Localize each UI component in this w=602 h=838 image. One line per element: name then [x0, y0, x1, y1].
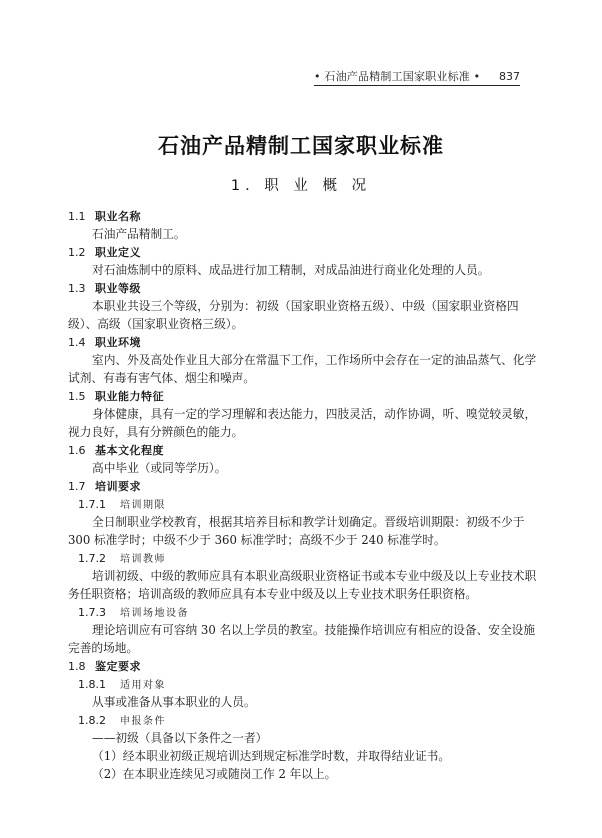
- subsection-1-7-heading: [68, 478, 141, 495]
- subsection-1-1-heading: [68, 208, 141, 225]
- subsection-1-8-1-heading: [78, 676, 166, 693]
- header-rule: [314, 85, 520, 86]
- paragraph-1-7-1-line-2: 300 标准学时；中级不少于 360 标准学时；高级不少于 240 标准学时。: [68, 533, 446, 547]
- paragraph-1-4-line-2: 试剂、有毒有害气体、烟尘和噪声。: [68, 371, 256, 385]
- subsection-1-8-2-heading: [78, 712, 166, 729]
- paragraph-1-3-line-1: 本职业共设三个等级，分别为：初级（国家职业资格五级）、中级（国家职业资格四: [92, 299, 519, 313]
- subsection-1-6-heading: [68, 442, 164, 459]
- subsection-title: 培训教师: [120, 554, 166, 565]
- subsection-1-7-2-heading: [78, 550, 166, 567]
- subsection-number: 1.8: [68, 660, 86, 673]
- condition-item-1: （1）经本职业初级正规培训达到规定标准学时数，并取得结业证书。: [92, 749, 451, 763]
- subsection-title: 职业定义: [95, 246, 141, 259]
- document-title: 石油产品精制工国家职业标准: [158, 133, 444, 158]
- subsection-title: 职业能力特征: [95, 390, 164, 403]
- subsection-title: 鉴定要求: [95, 660, 141, 673]
- section-heading: 1. 职 业 概 况: [230, 178, 372, 194]
- subsection-1-5-heading: [68, 388, 164, 405]
- page-number: 837: [499, 69, 520, 83]
- subsection-1-8-heading: [68, 658, 141, 675]
- subsection-number: 1.3: [68, 282, 86, 295]
- subsection-number: 1.7.3: [78, 606, 106, 619]
- subsection-1-4-heading: [68, 334, 141, 351]
- subsection-1-2-heading: [68, 244, 141, 261]
- subsection-number: 1.2: [68, 246, 86, 259]
- paragraph-1-8-1: 从事或准备从事本职业的人员。: [92, 695, 256, 709]
- subsection-number: 1.8.2: [78, 714, 106, 727]
- paragraph-1-4-line-1: 室内、外及高处作业且大部分在常温下工作，工作场所中会存在一定的油品蒸气、化学: [92, 353, 537, 367]
- subsection-number: 1.8.1: [78, 678, 106, 691]
- condition-item-2: （2）在本职业连续见习或随岗工作 2 年以上。: [92, 767, 337, 781]
- subsection-title: 培训场地设备: [120, 608, 189, 619]
- paragraph-1-7-2-line-2: 务任职资格；培训高级的教师应具有本专业中级及以上专业技术职务任职资格。: [68, 587, 478, 601]
- subsection-number: 1.7.1: [78, 498, 106, 511]
- subsection-1-3-heading: [68, 280, 141, 297]
- subsection-number: 1.7.2: [78, 552, 106, 565]
- subsection-number: 1.4: [68, 336, 86, 349]
- subsection-title: 职业环境: [95, 336, 141, 349]
- running-header-title: • 石油产品精制工国家职业标准 •: [314, 70, 481, 83]
- paragraph-1-2: 对石油炼制中的原料、成品进行加工精制，对成品油进行商业化处理的人员。: [92, 263, 490, 277]
- subsection-number: 1.5: [68, 390, 86, 403]
- subsection-title: 适用对象: [120, 680, 166, 691]
- subsection-1-7-1-heading: [78, 496, 166, 513]
- subsection-title: 职业名称: [95, 210, 141, 223]
- paragraph-1-7-2-line-1: 培训初级、中级的教师应具有本职业高级职业资格证书或本专业中级及以上专业技术职: [92, 569, 537, 583]
- subsection-title: 职业等级: [95, 282, 141, 295]
- subsection-title: 申报条件: [120, 716, 166, 727]
- paragraph-1-7-3-line-1: 理论培训应有可容纳 30 名以上学员的教室。技能操作培训应有相应的设备、安全设施: [92, 623, 536, 637]
- subsection-1-7-3-heading: [78, 604, 189, 621]
- paragraph-1-6: 高中毕业（或同等学历）。: [92, 461, 227, 475]
- paragraph-1-7-1-line-1: 全日制职业学校教育，根据其培养目标和教学计划确定。晋级培训期限：初级不少于: [92, 515, 525, 529]
- subsection-number: 1.6: [68, 444, 86, 457]
- paragraph-1-1: 石油产品精制工。: [92, 227, 186, 241]
- paragraph-1-7-3-line-2: 完善的场地。: [68, 641, 139, 655]
- paragraph-1-5-line-1: 身体健康，具有一定的学习理解和表达能力，四肢灵活，动作协调，听、嗅觉较灵敏，: [92, 407, 537, 421]
- subsection-number: 1.7: [68, 480, 86, 493]
- condition-intro: ——初级（具备以下条件之一者）: [92, 731, 268, 745]
- subsection-number: 1.1: [68, 210, 86, 223]
- paragraph-1-5-line-2: 视力良好，具有分辨颜色的能力。: [68, 425, 244, 439]
- running-header: [314, 66, 520, 86]
- subsection-title: 培训要求: [95, 480, 141, 493]
- subsection-title: 基本文化程度: [95, 444, 164, 457]
- subsection-title: 培训期限: [120, 500, 166, 511]
- paragraph-1-3-line-2: 级）、高级（国家职业资格三级）。: [68, 317, 244, 331]
